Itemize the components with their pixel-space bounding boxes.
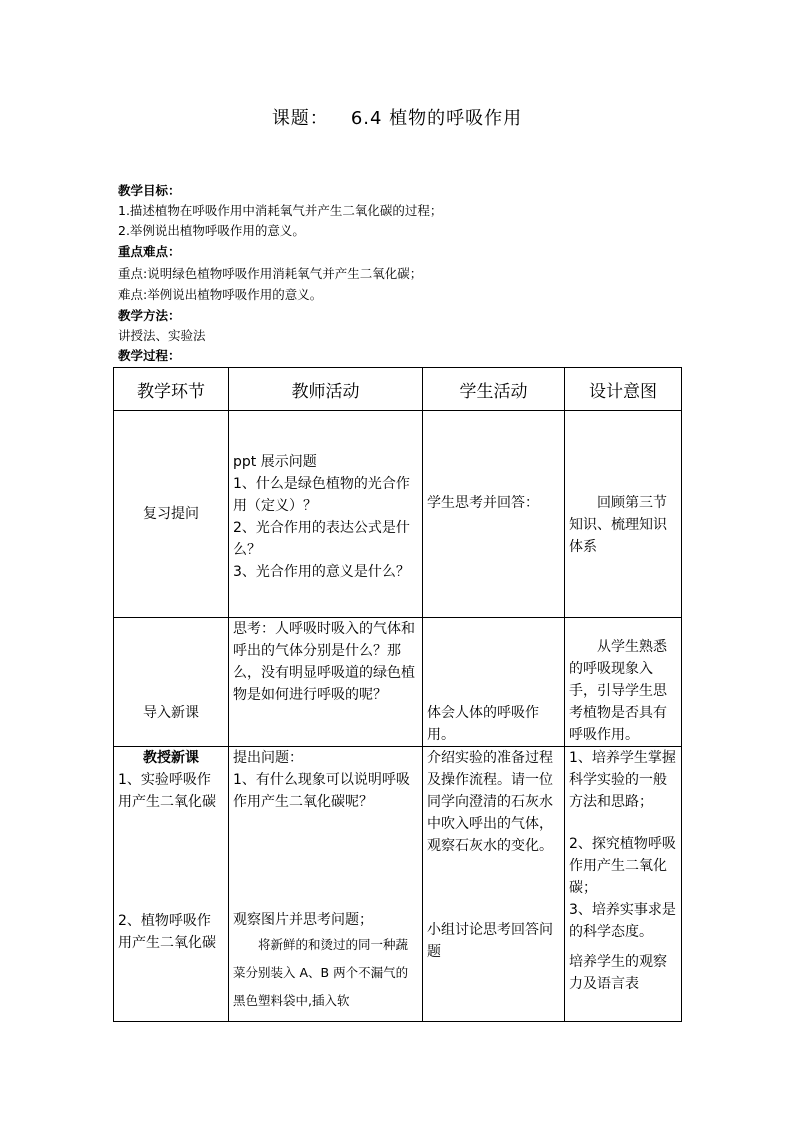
- new-student-2: 小组讨论思考回答问题: [427, 922, 553, 960]
- new-teacher-4: 将新鲜的和烫过的同一种蔬菜分别装入 A、B 两个不漏气的黑色塑料袋中,插入软: [233, 937, 409, 1008]
- new-stage-2: 2、植物呼吸作用产生二氧化碳: [118, 913, 216, 951]
- header-teacher: 教师活动: [229, 368, 423, 411]
- key-point-item-1: 重点:说明绿色植物呼吸作用消耗氧气并产生二氧化碳；: [118, 266, 423, 281]
- new-stage: [114, 747, 229, 1022]
- lesson-table: [113, 367, 682, 1022]
- methods-heading: 教学方法：: [118, 308, 181, 323]
- process-heading: 教学过程：: [118, 348, 181, 363]
- page-title: [0, 104, 794, 130]
- title-text: 6.4 植物的呼吸作用: [350, 108, 523, 129]
- table-header-row: [114, 368, 682, 411]
- header-intent: 设计意图: [565, 368, 682, 411]
- new-teacher-3: 观察图片并思考问题；: [233, 912, 373, 928]
- new-intent-3: 3、培养实事求是的科学态度。: [569, 902, 676, 940]
- review-intent: 回顾第三节知识、梳理知识体系: [565, 411, 682, 618]
- review-stage: 复习提问: [114, 411, 229, 618]
- objective-item-2: 2.举例说出植物呼吸作用的意义。: [118, 223, 305, 238]
- review-teacher-line-4: 3、光合作用的意义是什么？: [233, 564, 410, 580]
- review-teacher-line-2: 1、什么是绿色植物的光合作用（定义）？: [233, 476, 410, 514]
- intro-student: 体会人体的呼吸作用。: [423, 618, 565, 747]
- new-intent-2: 2、探究植物呼吸作用产生二氧化碳；: [569, 836, 676, 896]
- new-student: [423, 747, 565, 1022]
- new-stage-title: 教授新课: [143, 750, 199, 766]
- new-intent-4: 培养学生的观察力及语言表: [569, 954, 667, 992]
- review-teacher-line-3: 2、光合作用的表达公式是什么？: [233, 520, 410, 558]
- new-intent-1: 1、培养学生掌握科学实验的一般方法和思路；: [569, 750, 676, 810]
- new-teacher-2: 1、有什么现象可以说明呼吸作用产生二氧化碳呢？: [233, 772, 410, 810]
- new-teacher-1: 提出问题：: [233, 750, 303, 766]
- intro-intent: 从学生熟悉的呼吸现象入手，引导学生思考植物是否具有呼吸作用。: [565, 618, 682, 747]
- objective-item-1: 1.描述植物在呼吸作用中消耗氧气并产生二氧化碳的过程；: [118, 203, 443, 218]
- new-teacher: [229, 747, 423, 1022]
- methods-text: 讲授法、实验法: [118, 328, 206, 343]
- new-intent: [565, 747, 682, 1022]
- table-row-intro: [114, 618, 682, 747]
- header-student: 学生活动: [423, 368, 565, 411]
- new-student-1: 介绍实验的准备过程及操作流程。请一位同学向澄清的石灰水中吹入呼出的气体，观察石灰水的变化。: [427, 750, 553, 854]
- table-row-review: [114, 411, 682, 618]
- new-stage-1: 1、实验呼吸作用产生二氧化碳: [118, 772, 216, 810]
- review-teacher: [229, 411, 423, 618]
- intro-teacher: 思考：人呼吸时吸入的气体和呼出的气体分别是什么？那么，没有明显呼吸道的绿色植物是如何进行呼吸的呢？: [229, 618, 423, 747]
- table-row-new: [114, 747, 682, 1022]
- header-stage: 教学环节: [114, 368, 229, 411]
- review-student: 学生思考并回答：: [423, 411, 565, 618]
- objectives-heading: 教学目标：: [118, 183, 181, 198]
- key-points-heading: 重点难点：: [118, 244, 181, 259]
- key-point-item-2: 难点:举例说出植物呼吸作用的意义。: [118, 287, 323, 302]
- review-teacher-line-1: ppt 展示问题: [233, 454, 317, 470]
- intro-stage: 导入新课: [114, 618, 229, 747]
- title-prefix: 课题：: [271, 108, 329, 129]
